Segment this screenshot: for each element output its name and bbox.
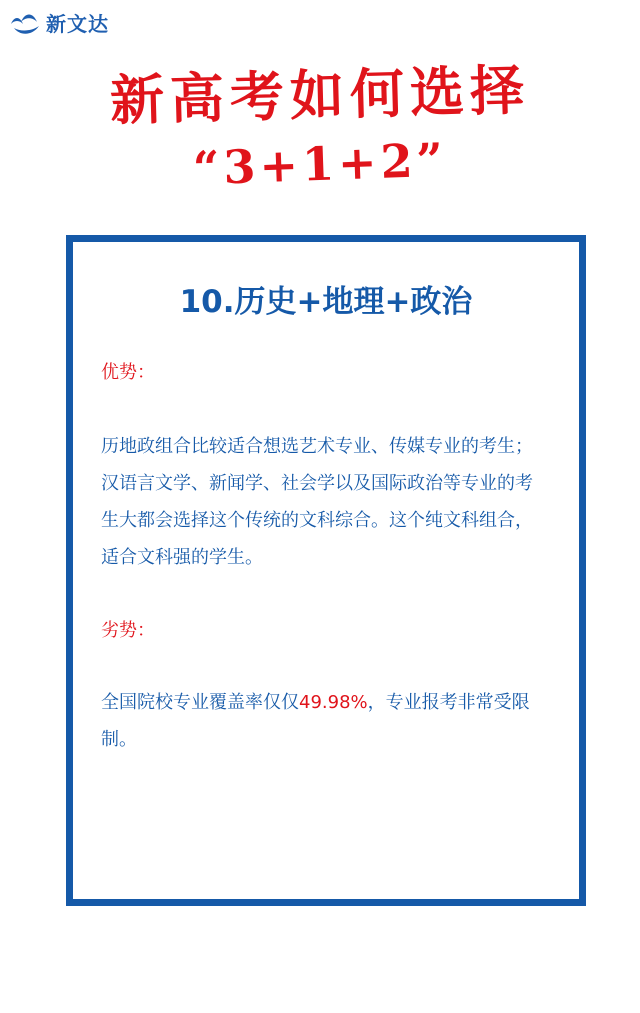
- disadvantages-line: [101, 684, 567, 721]
- headline-title: 新高考如何选择: [109, 57, 531, 133]
- card-title: 10.历史+地理+政治: [179, 284, 473, 320]
- coverage-rate-highlight: 49.98%: [299, 692, 368, 713]
- logo-text: 新文达: [46, 12, 109, 36]
- headline-subtitle: “3+1+2”: [192, 132, 448, 196]
- advantages-line: 生大都会选择这个传统的文科综合。这个纯文科组合，: [101, 510, 533, 531]
- disadvantages-text-before: 全国院校专业覆盖率仅仅: [101, 692, 299, 713]
- disadvantages-line: 制。: [101, 729, 137, 750]
- advantages-line: 适合文科强的学生。: [101, 547, 263, 568]
- advantages-text: [101, 428, 567, 576]
- wave-drop-icon: [8, 10, 42, 36]
- advantages-line: 历地政组合比较适合想选艺术专业、传媒专业的考生；: [101, 436, 533, 457]
- disadvantages-text-after: ，专业报考非常受限: [367, 692, 530, 713]
- page-headline: [0, 57, 640, 196]
- advantages-line: 汉语言文学、新闻学、社会学以及国际政治等专业的考: [101, 473, 533, 494]
- brand-logo: [8, 8, 109, 37]
- disadvantages-text: [101, 684, 567, 758]
- content-card: [66, 235, 586, 906]
- disadvantages-label: 劣势：: [101, 620, 155, 641]
- advantages-label: 优势：: [101, 362, 155, 383]
